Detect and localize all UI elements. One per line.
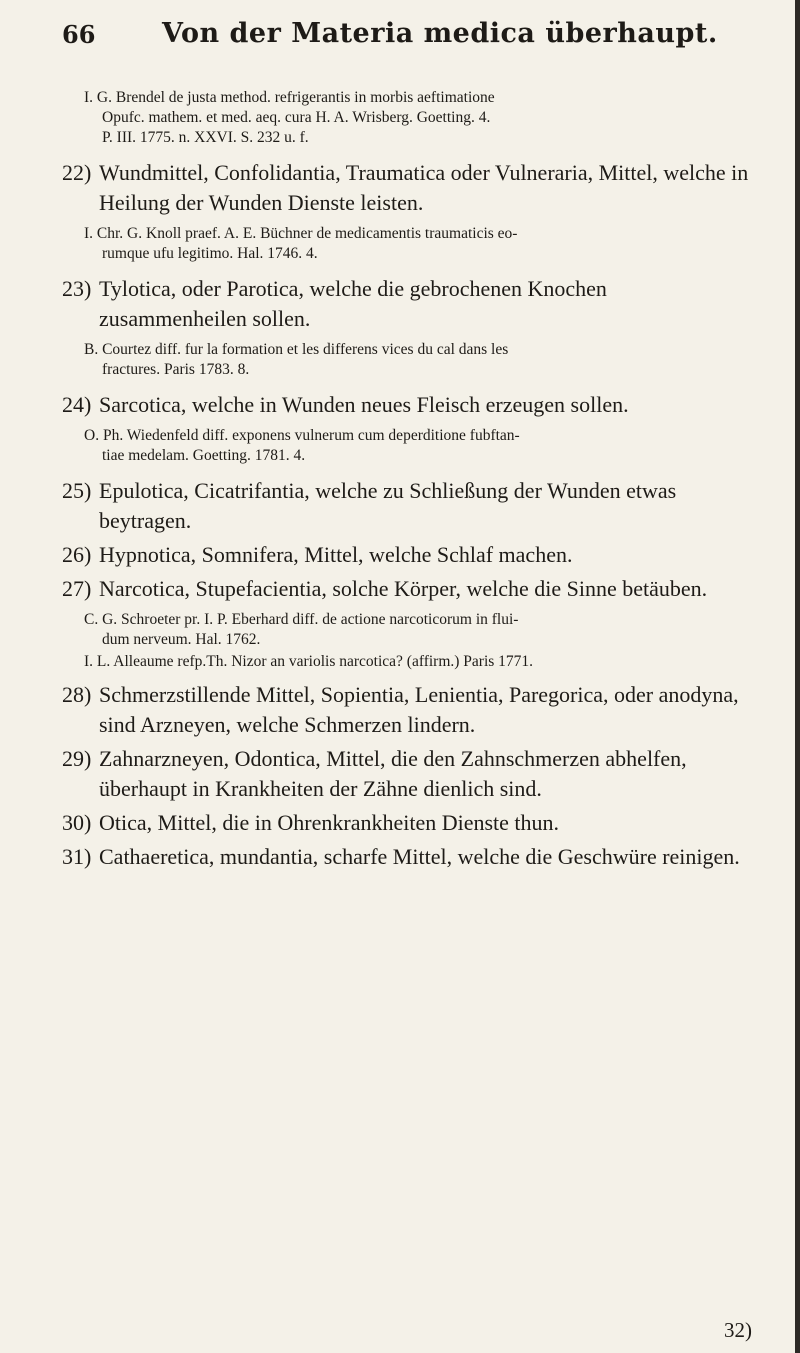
reference-line: P. III. 1775. n. XXVI. S. 232 u. f. bbox=[102, 129, 309, 146]
reference-line: O. Ph. Wiedenfeld diff. exponens vulnerum cum deperditione fubftan- bbox=[84, 427, 520, 444]
entry-number: 23) bbox=[62, 276, 92, 301]
list-item bbox=[62, 842, 752, 872]
running-head: Von der Materia medica überhaupt. bbox=[162, 18, 718, 49]
reference-line: I. G. Brendel de justa method. refrigerantis in morbis aeftimatione bbox=[84, 89, 495, 106]
list-item bbox=[62, 680, 752, 740]
entry-number: 24) bbox=[62, 392, 92, 417]
reference bbox=[62, 340, 752, 380]
entry-text: Narcotica, Stupefacientia, solche Körper, welche die Sinne betäuben. bbox=[99, 576, 708, 601]
reference-line: I. L. Alleaume refp.Th. Nizor an variolis narcotica? (affirm.) Paris 1771. bbox=[84, 653, 534, 670]
list-item bbox=[62, 808, 752, 838]
page-body bbox=[62, 60, 752, 872]
list-item bbox=[62, 274, 752, 334]
entry-number: 31) bbox=[62, 844, 92, 869]
reference bbox=[62, 610, 752, 650]
page-edge bbox=[795, 0, 800, 1353]
reference bbox=[62, 224, 752, 264]
reference-line: Opufc. mathem. et med. aeq. cura H. A. Wrisberg. Goetting. 4. bbox=[102, 109, 491, 126]
entry-text: Zahnarzneyen, Odontica, Mittel, die den Zahnschmerzen abhelfen, überhaupt in Krankheiten der Zähne dienlich sind. bbox=[99, 746, 687, 801]
entry-text: Wundmittel, Confolidantia, Traumatica oder Vulneraria, Mittel, welche in Heilung der Wunden Dienste leisten. bbox=[99, 160, 749, 215]
reference bbox=[62, 88, 752, 148]
reference-line: B. Courtez diff. fur la formation et les differens vices du cal dans les bbox=[84, 341, 509, 358]
reference-line: I. Chr. G. Knoll praef. A. E. Büchner de medicamentis traumaticis eo- bbox=[84, 225, 518, 242]
entry-number: 26) bbox=[62, 542, 92, 567]
reference bbox=[62, 426, 752, 466]
list-item bbox=[62, 390, 752, 420]
page-number: 66 bbox=[62, 20, 96, 49]
reference-line: C. G. Schroeter pr. I. P. Eberhard diff. de actione narcoticorum in flui- bbox=[84, 611, 519, 628]
entry-number: 30) bbox=[62, 810, 92, 835]
entry-text: Epulotica, Cicatrifantia, welche zu Schließung der Wunden etwas beytragen. bbox=[99, 478, 677, 533]
entry-text: Tylotica, oder Parotica, welche die gebrochenen Knochen zusammenheilen sollen. bbox=[99, 276, 607, 331]
reference bbox=[62, 652, 752, 672]
entry-number: 25) bbox=[62, 478, 92, 503]
entry-text: Cathaeretica, mundantia, scharfe Mittel, welche die Geschwüre reinigen. bbox=[99, 844, 740, 869]
list-item bbox=[62, 476, 752, 536]
reference-line: fractures. Paris 1783. 8. bbox=[102, 361, 250, 378]
entry-text: Sarcotica, welche in Wunden neues Fleisch erzeugen sollen. bbox=[99, 392, 629, 417]
list-item bbox=[62, 574, 752, 604]
list-item bbox=[62, 540, 752, 570]
reference-line: rumque ufu legitimo. Hal. 1746. 4. bbox=[102, 245, 318, 262]
entry-number: 22) bbox=[62, 160, 92, 185]
entry-number: 27) bbox=[62, 576, 92, 601]
entry-text: Otica, Mittel, die in Ohrenkrankheiten Dienste thun. bbox=[99, 810, 560, 835]
reference-line: tiae medelam. Goetting. 1781. 4. bbox=[102, 447, 306, 464]
catchword: 32) bbox=[724, 1318, 752, 1342]
entry-number: 28) bbox=[62, 682, 92, 707]
entry-text: Hypnotica, Somnifera, Mittel, welche Schlaf machen. bbox=[99, 542, 573, 567]
list-item bbox=[62, 158, 752, 218]
entry-number: 29) bbox=[62, 746, 92, 771]
list-item bbox=[62, 744, 752, 804]
entry-text: Schmerzstillende Mittel, Sopientia, Lenientia, Paregorica, oder anodyna, sind Arzneyen, welche Schmerzen lindern. bbox=[99, 682, 739, 737]
reference-line: dum nerveum. Hal. 1762. bbox=[102, 631, 261, 648]
page-header bbox=[62, 18, 752, 62]
